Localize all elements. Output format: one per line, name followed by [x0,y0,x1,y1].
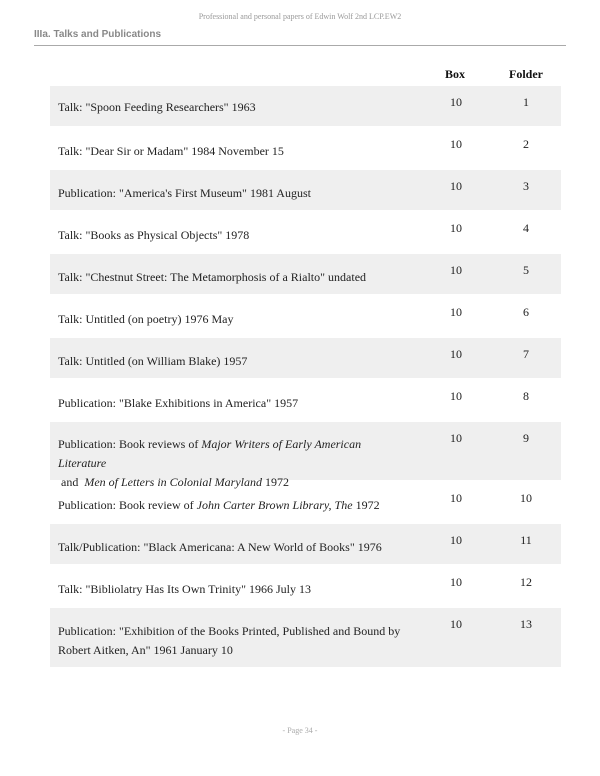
row-box: 10 [450,179,462,193]
table-row [50,128,561,168]
row-folder: 11 [520,533,532,547]
row-folder: 7 [523,347,529,361]
table-row [50,212,561,252]
row-box: 10 [450,137,462,151]
table-row [50,296,561,336]
section-title: IIIa. Talks and Publications [34,29,162,40]
row-title-middle: and [58,475,85,489]
row-box: 10 [450,431,462,445]
table-row [50,566,561,606]
table-row [50,86,561,126]
row-folder: 6 [523,305,529,319]
row-title [58,496,408,515]
row-title-italic: Major Writers of Early American Literature [58,437,362,470]
row-title: Publication: "Exhibition of the Books Printed, Published and Bound by Robert Aitken, An" 1961 January 10 [58,624,401,657]
row-title: Talk: "Bibliolatry Has Its Own Trinity" 1966 July 13 [58,582,311,596]
table-row [50,482,561,522]
row-folder: 3 [523,179,529,193]
table-row [50,380,561,420]
row-box: 10 [450,305,462,319]
row-title: Talk: Untitled (on William Blake) 1957 [58,354,248,368]
table-row [50,338,561,378]
row-box: 10 [450,263,462,277]
row-folder: 9 [523,431,529,445]
row-box: 10 [450,389,462,403]
row-title: Talk/Publication: "Black Americana: A New World of Books" 1976 [58,540,382,554]
row-box: 10 [450,491,462,505]
row-title-italic: Men of Letters in Colonial Maryland [84,475,262,489]
row-box: 10 [450,575,462,589]
row-title-prefix: Publication: Book review of [58,498,197,512]
page-number: - Page 34 - [282,726,318,735]
row-folder: 1 [523,95,529,109]
column-header-box: Box [445,67,466,81]
header-rule [34,45,566,46]
row-title-suffix: 1972 [261,475,289,489]
row-title: Publication: "America's First Museum" 1981 August [58,186,311,200]
table-row [50,422,561,489]
row-folder: 12 [520,575,532,589]
row-box: 10 [450,95,462,109]
table-row [50,254,561,294]
column-header-folder: Folder [509,67,543,81]
row-title: Talk: "Books as Physical Objects" 1978 [58,228,250,242]
row-title: Talk: "Spoon Feeding Researchers" 1963 [58,100,256,114]
row-title-italic: John Carter Brown Library, The [196,498,353,512]
row-box: 10 [450,617,462,631]
row-title: Publication: "Blake Exhibitions in America" 1957 [58,396,299,410]
row-title-prefix: Publication: Book reviews of [58,437,202,451]
row-box: 10 [450,347,462,361]
table-row [50,524,561,564]
row-folder: 4 [523,221,529,235]
row-folder: 5 [523,263,529,277]
row-box: 10 [450,221,462,235]
row-folder: 10 [520,491,532,505]
row-title: Talk: Untitled (on poetry) 1976 May [58,312,234,326]
table-row [50,608,561,667]
row-folder: 2 [523,137,529,151]
row-title: Talk: "Dear Sir or Madam" 1984 November 15 [58,144,284,158]
row-folder: 8 [523,389,529,403]
running-header: Professional and personal papers of Edwin Wolf 2nd LCP.EW2 [198,12,402,21]
table-row [50,170,561,210]
row-title-suffix: 1972 [352,498,380,512]
row-title: Talk: "Chestnut Street: The Metamorphosis of a Rialto" undated [58,270,367,284]
row-folder: 13 [520,617,532,631]
row-box: 10 [450,533,462,547]
